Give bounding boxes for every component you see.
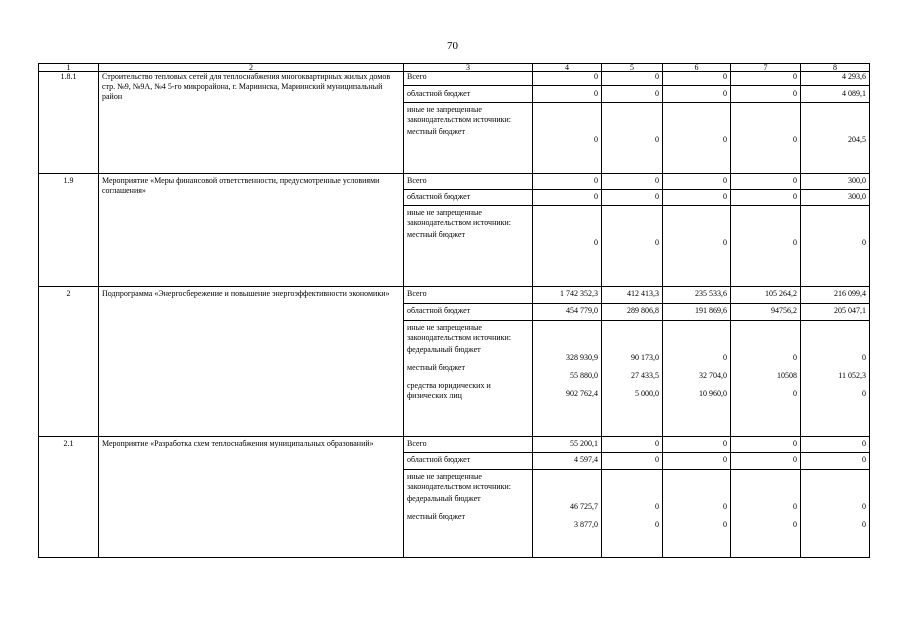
source-label: средства юридических и физических лиц xyxy=(407,381,491,400)
value-cell: 205 047,1 xyxy=(801,304,870,321)
value-cell xyxy=(602,206,663,287)
item-code: 1.8.1 xyxy=(39,72,99,174)
value-cell: 0 xyxy=(602,453,663,470)
value-cell: 0 xyxy=(533,86,602,103)
item-title: Мероприятие «Разработка схем теплоснабжения муниципальных образований» xyxy=(99,437,404,558)
value-cell: 0 xyxy=(663,174,731,190)
value-cell: 0 xyxy=(602,72,663,86)
value-cell xyxy=(602,103,663,174)
value-cell: 94756,2 xyxy=(731,304,801,321)
item-code: 2.1 xyxy=(39,437,99,558)
value: 90 173,0 xyxy=(631,353,659,362)
value: 328 930,9 xyxy=(566,353,598,362)
value-cell: 0 xyxy=(602,86,663,103)
value: 204,5 xyxy=(848,135,866,144)
value: 0 xyxy=(793,353,797,362)
source-label: местный бюджет xyxy=(407,512,465,521)
source-label: федеральный бюджет xyxy=(407,345,481,354)
column-header: 2 xyxy=(99,64,404,72)
value: 902 762,4 xyxy=(566,389,598,398)
value-cell xyxy=(731,103,801,174)
source-label: иные не запрещенные законодательством источники: xyxy=(407,472,512,491)
value-cell xyxy=(663,206,731,287)
table-row xyxy=(39,437,870,453)
column-header: 1 xyxy=(39,64,99,72)
value-cell: 191 869,6 xyxy=(663,304,731,321)
value: 10 960,0 xyxy=(699,389,727,398)
value: 0 xyxy=(862,389,866,398)
value-cell: 1 742 352,3 xyxy=(533,287,602,304)
value-cell: 0 xyxy=(731,86,801,103)
value: 0 xyxy=(862,520,866,529)
value: 3 877,0 xyxy=(574,520,598,529)
value: 46 725,7 xyxy=(570,502,598,511)
value: 0 xyxy=(793,502,797,511)
value-cell: 0 xyxy=(663,190,731,206)
source-label: Всего xyxy=(404,174,533,190)
source-label: Всего xyxy=(404,72,533,86)
item-title: Подпрограмма «Энергосбережение и повышение энергоэффективности экономики» xyxy=(99,287,404,437)
item-code: 1.9 xyxy=(39,174,99,287)
value-cell xyxy=(731,470,801,558)
source-group xyxy=(404,206,533,287)
value-cell: 0 xyxy=(602,174,663,190)
value: 0 xyxy=(655,502,659,511)
value-cell: 0 xyxy=(663,86,731,103)
column-header: 3 xyxy=(404,64,533,72)
value-cell xyxy=(731,206,801,287)
value-cell: 300,0 xyxy=(801,190,870,206)
value-cell: 0 xyxy=(602,190,663,206)
column-header: 6 xyxy=(663,64,731,72)
source-label: федеральный бюджет xyxy=(407,494,481,503)
value: 55 880,0 xyxy=(570,371,598,380)
table-row xyxy=(39,72,870,86)
value-cell: 0 xyxy=(801,453,870,470)
table-row xyxy=(39,287,870,304)
value: 11 052,3 xyxy=(838,371,866,380)
value-cell: 0 xyxy=(663,72,731,86)
source-label: иные не запрещенные законодательством источники: xyxy=(407,105,512,124)
value: 0 xyxy=(655,238,659,247)
value-cell: 0 xyxy=(731,437,801,453)
value-cell: 0 xyxy=(663,437,731,453)
column-numbers-row xyxy=(39,64,870,72)
value-cell: 0 xyxy=(731,72,801,86)
column-header: 5 xyxy=(602,64,663,72)
value: 0 xyxy=(723,353,727,362)
table-row xyxy=(39,174,870,190)
value: 0 xyxy=(723,135,727,144)
source-group xyxy=(404,103,533,174)
value-cell: 4 597,4 xyxy=(533,453,602,470)
value-cell xyxy=(663,470,731,558)
value-cell xyxy=(602,470,663,558)
value-cell: 4 293,6 xyxy=(801,72,870,86)
value-cell: 216 099,4 xyxy=(801,287,870,304)
source-label: областной бюджет xyxy=(404,190,533,206)
value: 0 xyxy=(793,135,797,144)
value-cell: 4 089,1 xyxy=(801,86,870,103)
value: 0 xyxy=(862,353,866,362)
value-cell xyxy=(533,321,602,437)
value: 0 xyxy=(723,502,727,511)
value: 10508 xyxy=(777,371,797,380)
column-header: 7 xyxy=(731,64,801,72)
value-cell: 0 xyxy=(533,190,602,206)
item-title: Мероприятие «Меры финансовой ответственности, предусмотренные условиями соглашения» xyxy=(99,174,404,287)
source-group xyxy=(404,470,533,558)
value-cell: 289 806,8 xyxy=(602,304,663,321)
value-cell: 0 xyxy=(731,453,801,470)
value: 0 xyxy=(793,389,797,398)
value-cell: 0 xyxy=(731,190,801,206)
value-cell: 454 779,0 xyxy=(533,304,602,321)
value: 0 xyxy=(793,238,797,247)
value: 0 xyxy=(862,502,866,511)
value: 32 704,0 xyxy=(699,371,727,380)
value-cell xyxy=(533,206,602,287)
source-label: местный бюджет xyxy=(407,363,465,372)
value-cell: 235 533,6 xyxy=(663,287,731,304)
source-label: Всего xyxy=(404,437,533,453)
value-cell xyxy=(602,321,663,437)
value-cell: 300,0 xyxy=(801,174,870,190)
source-label: иные не запрещенные законодательством источники: xyxy=(407,208,512,227)
value-cell xyxy=(801,470,870,558)
item-title: Строительство тепловых сетей для теплоснабжения многоквартирных жилых домов стр. №9, №9А, №4 5-го микрорайона, г. Мариинска, Мариинский муниципальный район xyxy=(99,72,404,174)
value: 0 xyxy=(655,135,659,144)
value-cell: 0 xyxy=(533,174,602,190)
value: 27 433,5 xyxy=(631,371,659,380)
source-label: областной бюджет xyxy=(404,304,533,321)
value: 0 xyxy=(723,520,727,529)
source-label: местный бюджет xyxy=(407,127,465,136)
value: 0 xyxy=(655,520,659,529)
value-cell xyxy=(801,206,870,287)
value-cell xyxy=(801,321,870,437)
value-cell: 0 xyxy=(602,437,663,453)
value-cell xyxy=(731,321,801,437)
item-code: 2 xyxy=(39,287,99,437)
value-cell: 0 xyxy=(731,174,801,190)
value-cell xyxy=(533,103,602,174)
value-cell xyxy=(663,103,731,174)
value-cell: 0 xyxy=(533,72,602,86)
value-cell: 0 xyxy=(801,437,870,453)
page-number: 70 xyxy=(447,40,458,52)
value-cell: 412 413,3 xyxy=(602,287,663,304)
source-label: Всего xyxy=(404,287,533,304)
value-cell xyxy=(801,103,870,174)
value-cell: 55 200,1 xyxy=(533,437,602,453)
value: 0 xyxy=(723,238,727,247)
value: 0 xyxy=(594,135,598,144)
value: 0 xyxy=(793,520,797,529)
value-cell: 105 264,2 xyxy=(731,287,801,304)
value: 0 xyxy=(594,238,598,247)
value-cell: 0 xyxy=(663,453,731,470)
source-label: областной бюджет xyxy=(404,453,533,470)
column-header: 4 xyxy=(533,64,602,72)
value-cell xyxy=(533,470,602,558)
value: 0 xyxy=(862,238,866,247)
source-label: областной бюджет xyxy=(404,86,533,103)
source-group xyxy=(404,321,533,437)
source-label: иные не запрещенные законодательством источники: xyxy=(407,323,512,342)
value-cell xyxy=(663,321,731,437)
budget-table xyxy=(38,63,870,558)
value: 5 000,0 xyxy=(635,389,659,398)
source-label: местный бюджет xyxy=(407,230,465,239)
column-header: 8 xyxy=(801,64,870,72)
